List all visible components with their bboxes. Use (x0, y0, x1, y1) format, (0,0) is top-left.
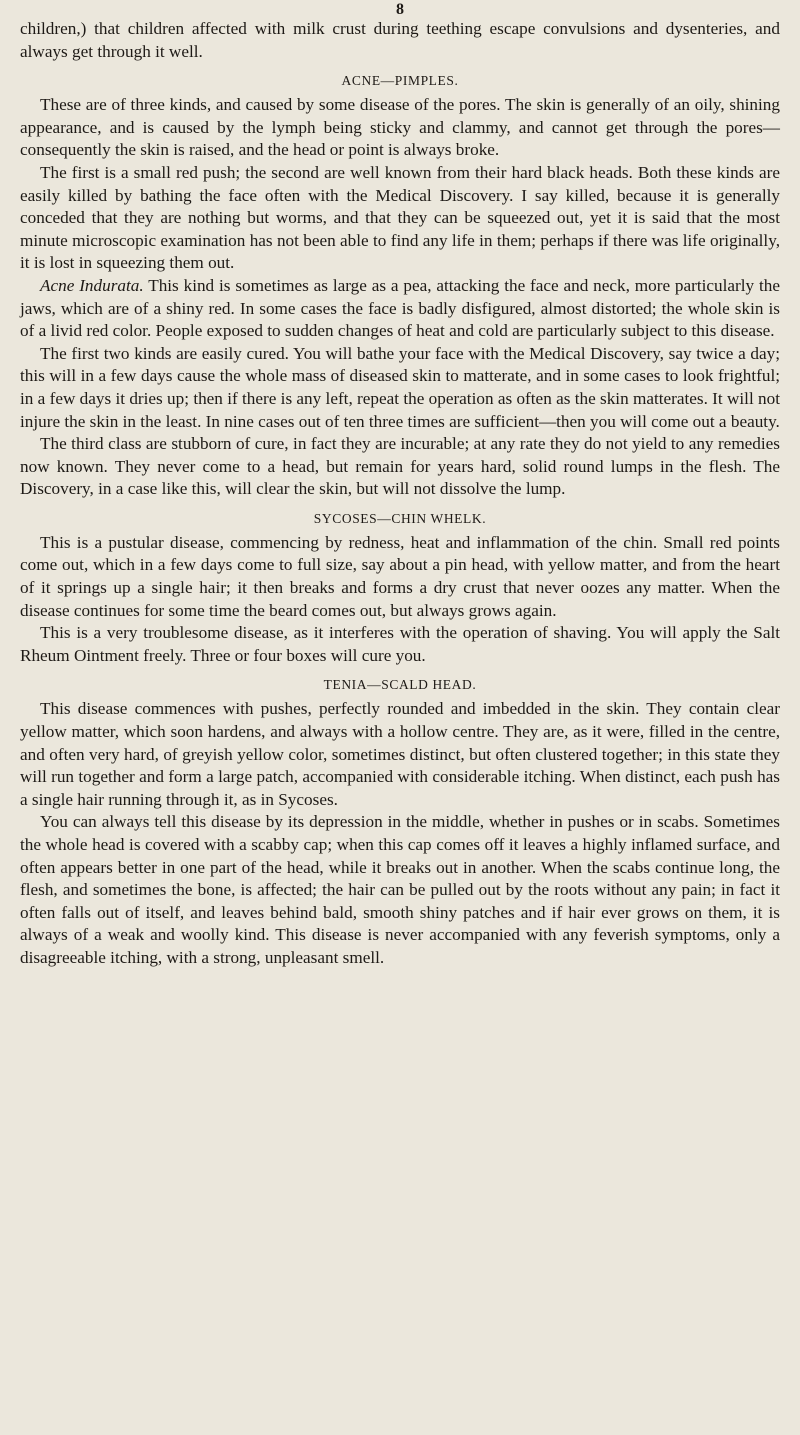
opening-paragraph: children,) that children affected with milk crust during teething escape convulsions and dysenteries, and always get through it well. (20, 19, 780, 61)
acne-paragraph-5: The third class are stubborn of cure, in fact they are incurable; at any rate they do not yield to any remedies now known. They never come to a head, but remain for years hard, solid round lumps in the flesh. The Discovery, in a case like this, will clear the skin, but will not dissolve the lump. (20, 434, 780, 499)
heading-tenia: TENIA—SCALD HEAD. (323, 677, 477, 693)
acne-paragraph-4: The first two kinds are easily cured. You will bathe your face with the Medical Discovery, say twice a day; this will in a few days cause the whole mass of diseased skin to matterate, and in some cases to look frightful; in a few days it dries up; then if there is any left, repeat the operation as often as the skin matterates. It will not injure the skin in the least. In nine cases out of ten three times are sufficient—then you will come out a beauty. (20, 343, 780, 431)
acne-paragraph-1: These are of three kinds, and caused by some disease of the pores. The skin is generally of an oily, shining appearance, and is caused by the lymph being sticky and clammy, and cannot get through the pores—consequently the skin is raised, and the head or point is always broke. (20, 95, 780, 160)
acne-indurata-term: Acne Indurata. (40, 275, 144, 295)
acne-paragraph-3 (20, 275, 780, 343)
tenia-paragraph-2: You can always tell this disease by its depression in the middle, whether in pushes or in scabs. Sometimes the whole head is covered with a scabby cap; when this cap comes off it leaves a highly inflamed surface, and often appears better in one part of the head, while it breaks out in another. When the scabs continue long, the flesh, and sometimes the bone, is affected; the hair can be pulled out by the roots without any pain; in fact it often falls out of itself, and leaves behind bald, smooth shiny patches and if hair ever grows on them, it is always of a weak and woolly kind. This disease is never accompanied with any feverish symptoms, only a disagreeable itching, with a strong, unpleasant smell. (20, 812, 780, 967)
acne-paragraph-2: The first is a small red push; the second are well known from their hard black heads. Both these kinds are easily killed by bathing the face often with the Medical Discovery. I say killed, because it is generally conceded that they are nothing but worms, and that they can be squeezed out, yet it is said that the most minute microscopic examination has not been able to find any life in them; perhaps if there was life originally, it is lost in squeezing them out. (20, 162, 780, 273)
sycoses-paragraph-1: This is a pustular disease, commencing by redness, heat and inflammation of the chin. Small red points come out, which in a few days come to full size, say about a pin head, with yellow matter, and from the heart of it springs up a single hair; it then breaks and forms a dry crust that never oozes any matter. When the disease continues for some time the beard comes out, but always grows again. (20, 532, 780, 620)
sycoses-paragraph-2: This is a very troublesome disease, as it interferes with the operation of shaving. You will apply the Salt Rheum Ointment freely. Three or four boxes will cure you. (20, 623, 780, 665)
heading-sycoses: SYCOSES—CHIN WHELK. (313, 510, 487, 526)
page-number: 8 (396, 1, 404, 18)
acne-paragraph-3-text: This kind is sometimes as large as a pea, attacking the face and neck, more particularly the jaws, which are of a shiny red. In some cases the face is badly disfigured, almost distorted; the whole skin is of a livid red color. People exposed to sudden changes of heat and cold are particularly subject to this disease. (20, 275, 780, 341)
heading-acne: ACNE—PIMPLES. (341, 73, 459, 89)
tenia-paragraph-1: This disease commences with pushes, perfectly rounded and imbedded in the skin. They contain clear yellow matter, which soon hardens, and always with a hollow centre. They are, as it were, filled in the centre, and often very hard, of greyish yellow color, sometimes distinct, but often clustered together; in this state they will run together and form a large patch, accompanied with considerable itching. When distinct, each push has a single hair running through it, as in Sycoses. (20, 699, 780, 809)
